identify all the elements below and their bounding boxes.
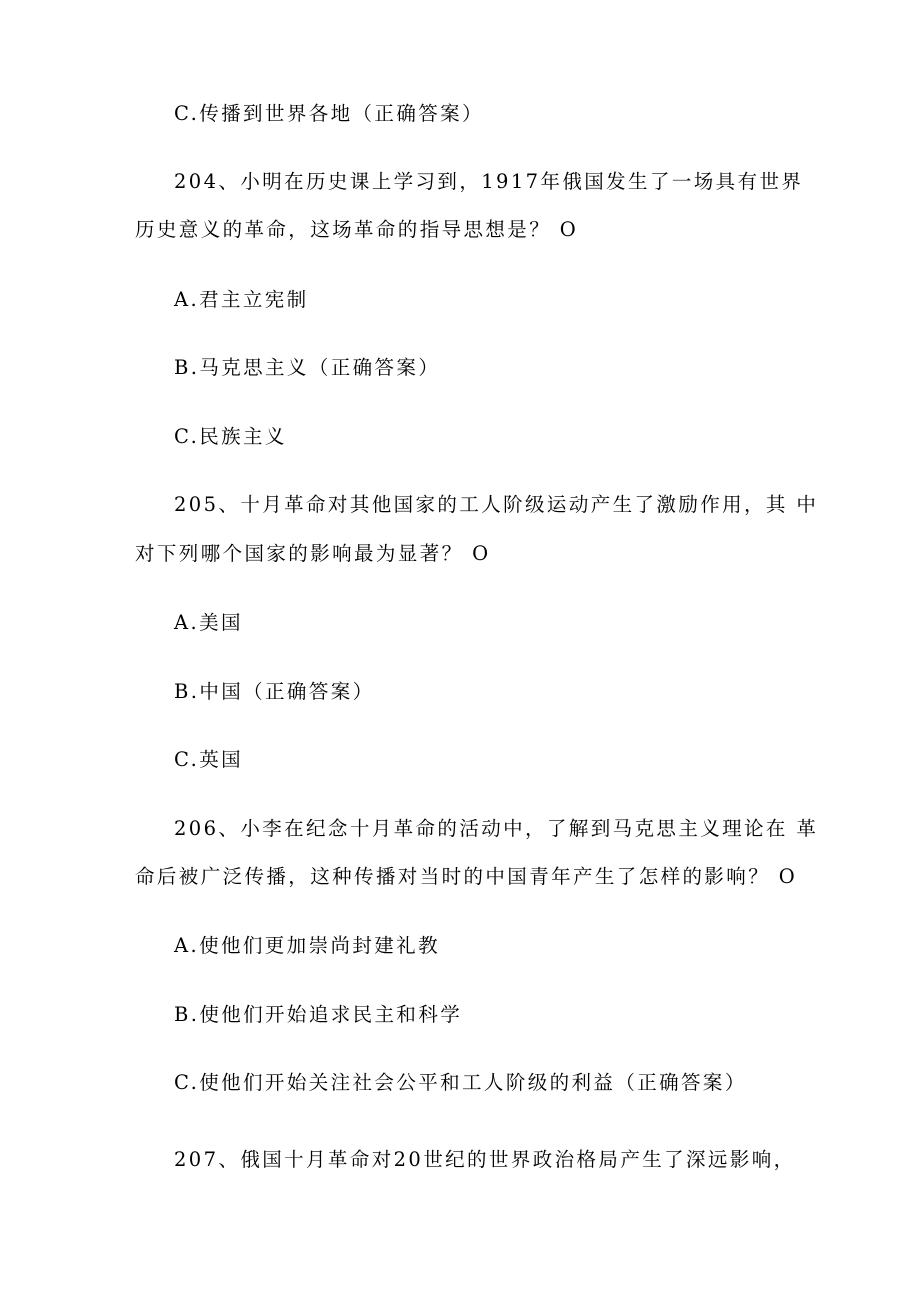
option-c: C.传播到世界各地（正确答案） — [174, 102, 484, 125]
question-207-line-1: 207、俄国十月革命对20世纪的世界政治格局产生了深远影响， — [174, 1148, 796, 1171]
question-206-line-1: 206、小李在纪念十月革命的活动中，了解到马克思主义理论在 革 — [174, 817, 819, 840]
question-205-line-1: 205、十月革命对其他国家的工人阶级运动产生了激励作用，其 中 — [174, 493, 819, 516]
option-c: C.使他们开始关注社会公平和工人阶级的利益（正确答案） — [174, 1071, 747, 1094]
option-b: B.使他们开始追求民主和科学 — [174, 1003, 463, 1026]
option-b: B.中国（正确答案） — [174, 680, 375, 703]
option-b: B.马克思主义（正确答案） — [174, 356, 441, 379]
question-204-line-1: 204、小明在历史课上学习到，1917年俄国发生了一场具有世界 — [174, 170, 804, 193]
option-a: A.君主立宪制 — [174, 288, 309, 311]
option-c: C.英国 — [174, 748, 244, 771]
option-a: A.使他们更加崇尚封建礼教 — [174, 934, 440, 957]
question-205-line-2: 对下列哪个国家的影响最为显著？ O — [135, 542, 491, 565]
option-c: C.民族主义 — [174, 425, 287, 448]
question-204-line-2: 历史意义的革命，这场革命的指导思想是？ O — [135, 218, 579, 241]
question-206-line-2: 命后被广泛传播，这种传播对当时的中国青年产生了怎样的影响？ O — [135, 865, 798, 888]
option-a: A.美国 — [174, 611, 243, 634]
